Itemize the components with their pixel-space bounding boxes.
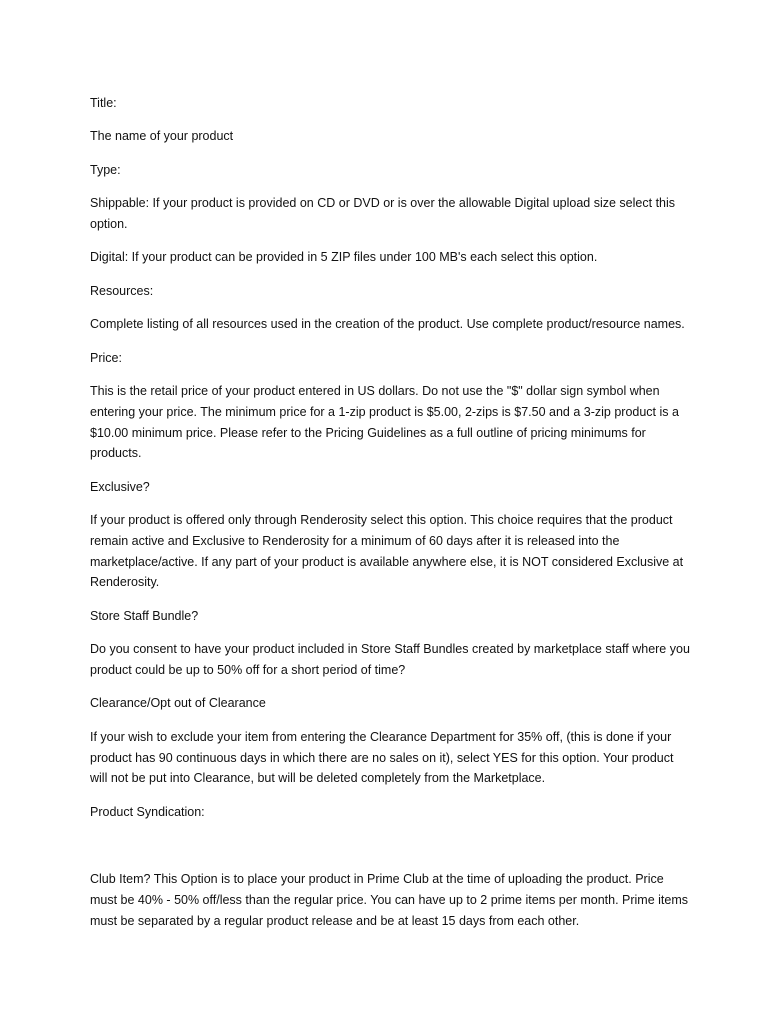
title-heading: Title: [90, 96, 117, 110]
resources-description: Complete listing of all resources used in the creation of the product. Use complete product/resource names. [90, 317, 685, 332]
type-heading: Type: [90, 162, 121, 177]
price-description: This is the retail price of your product entered in US dollars. Do not use the "$" dollar sign symbol when entering your price. The minimum price for a 1-zip product is $5.00, 2-zips is $7.50 and a 3-zip product is a $10.00 minimum price. Please refer to the Pricing Guidelines as a full outline of pricing minimums for products. [90, 383, 679, 461]
clearance-heading: Clearance/Opt out of Clearance [90, 696, 266, 711]
clearance-description: If your wish to exclude your item from entering the Clearance Department for 35% off, (this is done if your product has 90 continuous days in which there are no sales on it), select YES for this option. Your product will not be put into Clearance, but will be deleted completely from the Marketplace. [90, 729, 674, 786]
exclusive-heading: Exclusive? [90, 479, 150, 494]
store-staff-bundle-description: Do you consent to have your product included in Store Staff Bundles created by marketplace staff where you product could be up to 50% off for a short period of time? [90, 642, 690, 678]
product-syndication-heading: Product Syndication: [90, 804, 205, 819]
type-shippable-description: Shippable: If your product is provided on CD or DVD or is over the allowable Digital upload size select this option. [90, 196, 676, 231]
document-body [90, 93, 690, 944]
store-staff-bundle-heading: Store Staff Bundle? [90, 608, 199, 623]
price-heading: Price: [90, 350, 122, 365]
club-item-description: Club Item? This Option is to place your product in Prime Club at the time of uploading the product. Price must be 40% - 50% off/less than the regular price. You can have up to 2 prime items per month. Prime items must be separated by a regular product release and be at least 15 days from each other. [90, 872, 688, 928]
blank-space [90, 835, 690, 869]
type-digital-description: Digital: If your product can be provided in 5 ZIP files under 100 MB's each select this option. [90, 250, 598, 265]
title-description: The name of your product [90, 129, 234, 144]
resources-heading: Resources: [90, 283, 154, 298]
exclusive-description: If your product is offered only through Renderosity select this option. This choice requires that the product remain active and Exclusive to Renderosity for a minimum of 60 days after it is released into the marketplace/active. If any part of your product is available anywhere else, it is NOT considered Exclusive at Renderosity. [90, 513, 684, 590]
